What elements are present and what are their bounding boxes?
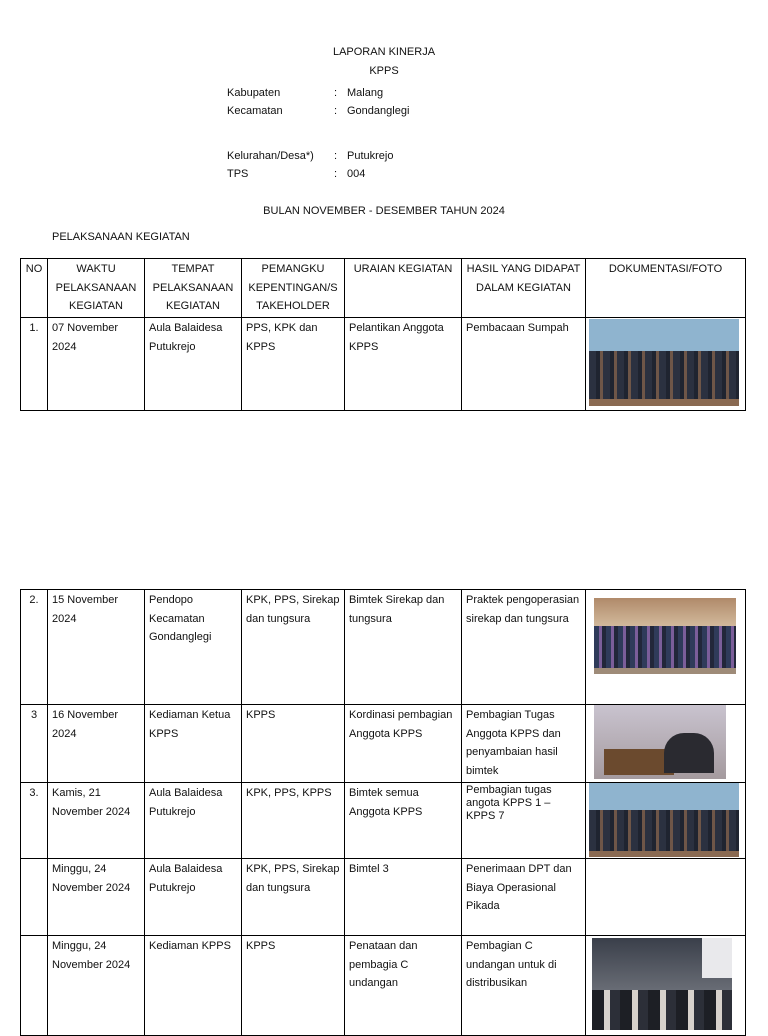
cell-tempat: Aula Balaidesa Putukrejo xyxy=(145,782,242,858)
cell-foto xyxy=(586,858,746,935)
cell-waktu: 15 November 2024 xyxy=(48,590,145,705)
cell-no xyxy=(21,858,48,935)
cell-pemangku: KPK, PPS, Sirekap dan tungsura xyxy=(242,858,345,935)
cell-waktu: 07 November 2024 xyxy=(48,318,145,411)
meeting-photo-image xyxy=(594,705,726,779)
report-subtitle: KPPS xyxy=(369,65,399,77)
cell-hasil: Pembagian Tugas Anggota KPPS dan penyambaian hasil bimtek xyxy=(462,705,586,783)
cell-uraian: Bimtek Sirekap dan tungsura xyxy=(345,590,462,705)
cell-waktu: Kamis, 21 November 2024 xyxy=(48,782,145,858)
col-header-no: NO xyxy=(21,259,48,318)
cell-waktu: Minggu, 24 November 2024 xyxy=(48,935,145,1035)
cell-hasil: Pembacaan Sumpah xyxy=(462,318,586,411)
col-header-pemangku: PEMANGKU KEPENTINGAN/S TAKEHOLDER xyxy=(242,259,345,318)
section-title: PELAKSANAAN KEGIATAN xyxy=(52,231,190,243)
cell-uraian: Bimtel 3 xyxy=(345,858,462,935)
info-value-tps: 004 xyxy=(347,168,366,180)
info-value-kabupaten: Malang xyxy=(347,87,384,99)
cell-no: 2. xyxy=(21,590,48,705)
cell-hasil: Pembagian C undangan untuk di distribusikan xyxy=(462,935,586,1035)
report-title: LAPORAN KINERJA xyxy=(332,46,436,58)
col-header-hasil: HASIL YANG DIDAPAT DALAM KEGIATAN xyxy=(462,259,586,318)
cell-waktu: 16 November 2024 xyxy=(48,705,145,783)
info-colon: : xyxy=(334,105,338,117)
table-row xyxy=(21,782,746,858)
table-row xyxy=(21,590,746,705)
info-colon: : xyxy=(334,150,338,162)
col-header-tempat: TEMPAT PELAKSANAAN KEGIATAN xyxy=(145,259,242,318)
table-row xyxy=(21,858,746,935)
info-label-tps: TPS xyxy=(227,168,249,180)
col-header-uraian: URAIAN KEGIATAN xyxy=(345,259,462,318)
cell-tempat: Kediaman Ketua KPPS xyxy=(145,705,242,783)
cell-foto xyxy=(586,590,746,705)
table-row xyxy=(21,935,746,1035)
cell-tempat: Aula Balaidesa Putukrejo xyxy=(145,858,242,935)
pendopo-photo-image xyxy=(594,598,736,674)
cell-no xyxy=(21,935,48,1035)
cell-pemangku: KPPS xyxy=(242,705,345,783)
cell-hasil: Penerimaan DPT dan Biaya Operasional Pikada xyxy=(462,858,586,935)
cell-uraian: Penataan dan pembagia C undangan xyxy=(345,935,462,1035)
meeting-photo-night-image xyxy=(592,938,732,1030)
cell-no: 3. xyxy=(21,782,48,858)
cell-tempat: Pendopo Kecamatan Gondanglegi xyxy=(145,590,242,705)
cell-pemangku: KPK, PPS, Sirekap dan tungsura xyxy=(242,590,345,705)
info-value-kecamatan: Gondanglegi xyxy=(347,105,410,117)
cell-hasil: Praktek pengoperasian sirekap dan tungsura xyxy=(462,590,586,705)
table-row xyxy=(21,318,746,411)
period-heading: BULAN NOVEMBER - DESEMBER TAHUN 2024 xyxy=(263,205,505,217)
cell-uraian: Kordinasi pembagian Anggota KPPS xyxy=(345,705,462,783)
cell-foto xyxy=(586,705,746,783)
cell-tempat: Kediaman KPPS xyxy=(145,935,242,1035)
info-label-kecamatan: Kecamatan xyxy=(227,105,283,117)
cell-foto xyxy=(586,318,746,411)
cell-no: 1. xyxy=(21,318,48,411)
table-row xyxy=(21,705,746,783)
cell-uraian: Pelantikan Anggota KPPS xyxy=(345,318,462,411)
activity-table-page1 xyxy=(20,258,746,411)
cell-foto xyxy=(586,782,746,858)
info-colon: : xyxy=(334,87,338,99)
info-colon: : xyxy=(334,168,338,180)
cell-tempat: Aula Balaidesa Putukrejo xyxy=(145,318,242,411)
table-header-row xyxy=(21,259,746,318)
cell-pemangku: KPK, PPS, KPPS xyxy=(242,782,345,858)
group-photo-image xyxy=(589,319,739,406)
cell-hasil: Pembagian tugas angota KPPS 1 – KPPS 7 xyxy=(462,782,586,858)
cell-pemangku: PPS, KPK dan KPPS xyxy=(242,318,345,411)
cell-no: 3 xyxy=(21,705,48,783)
info-label-kelurahan: Kelurahan/Desa*) xyxy=(227,150,314,162)
cell-waktu: Minggu, 24 November 2024 xyxy=(48,858,145,935)
info-label-kabupaten: Kabupaten xyxy=(227,87,281,99)
col-header-waktu: WAKTU PELAKSANAAN KEGIATAN xyxy=(48,259,145,318)
col-header-foto: DOKUMENTASI/FOTO xyxy=(586,259,746,318)
group-photo-image xyxy=(589,783,739,857)
activity-table-page2 xyxy=(20,589,746,1036)
cell-foto xyxy=(586,935,746,1035)
cell-pemangku: KPPS xyxy=(242,935,345,1035)
cell-uraian: Bimtek semua Anggota KPPS xyxy=(345,782,462,858)
info-value-kelurahan: Putukrejo xyxy=(347,150,394,162)
